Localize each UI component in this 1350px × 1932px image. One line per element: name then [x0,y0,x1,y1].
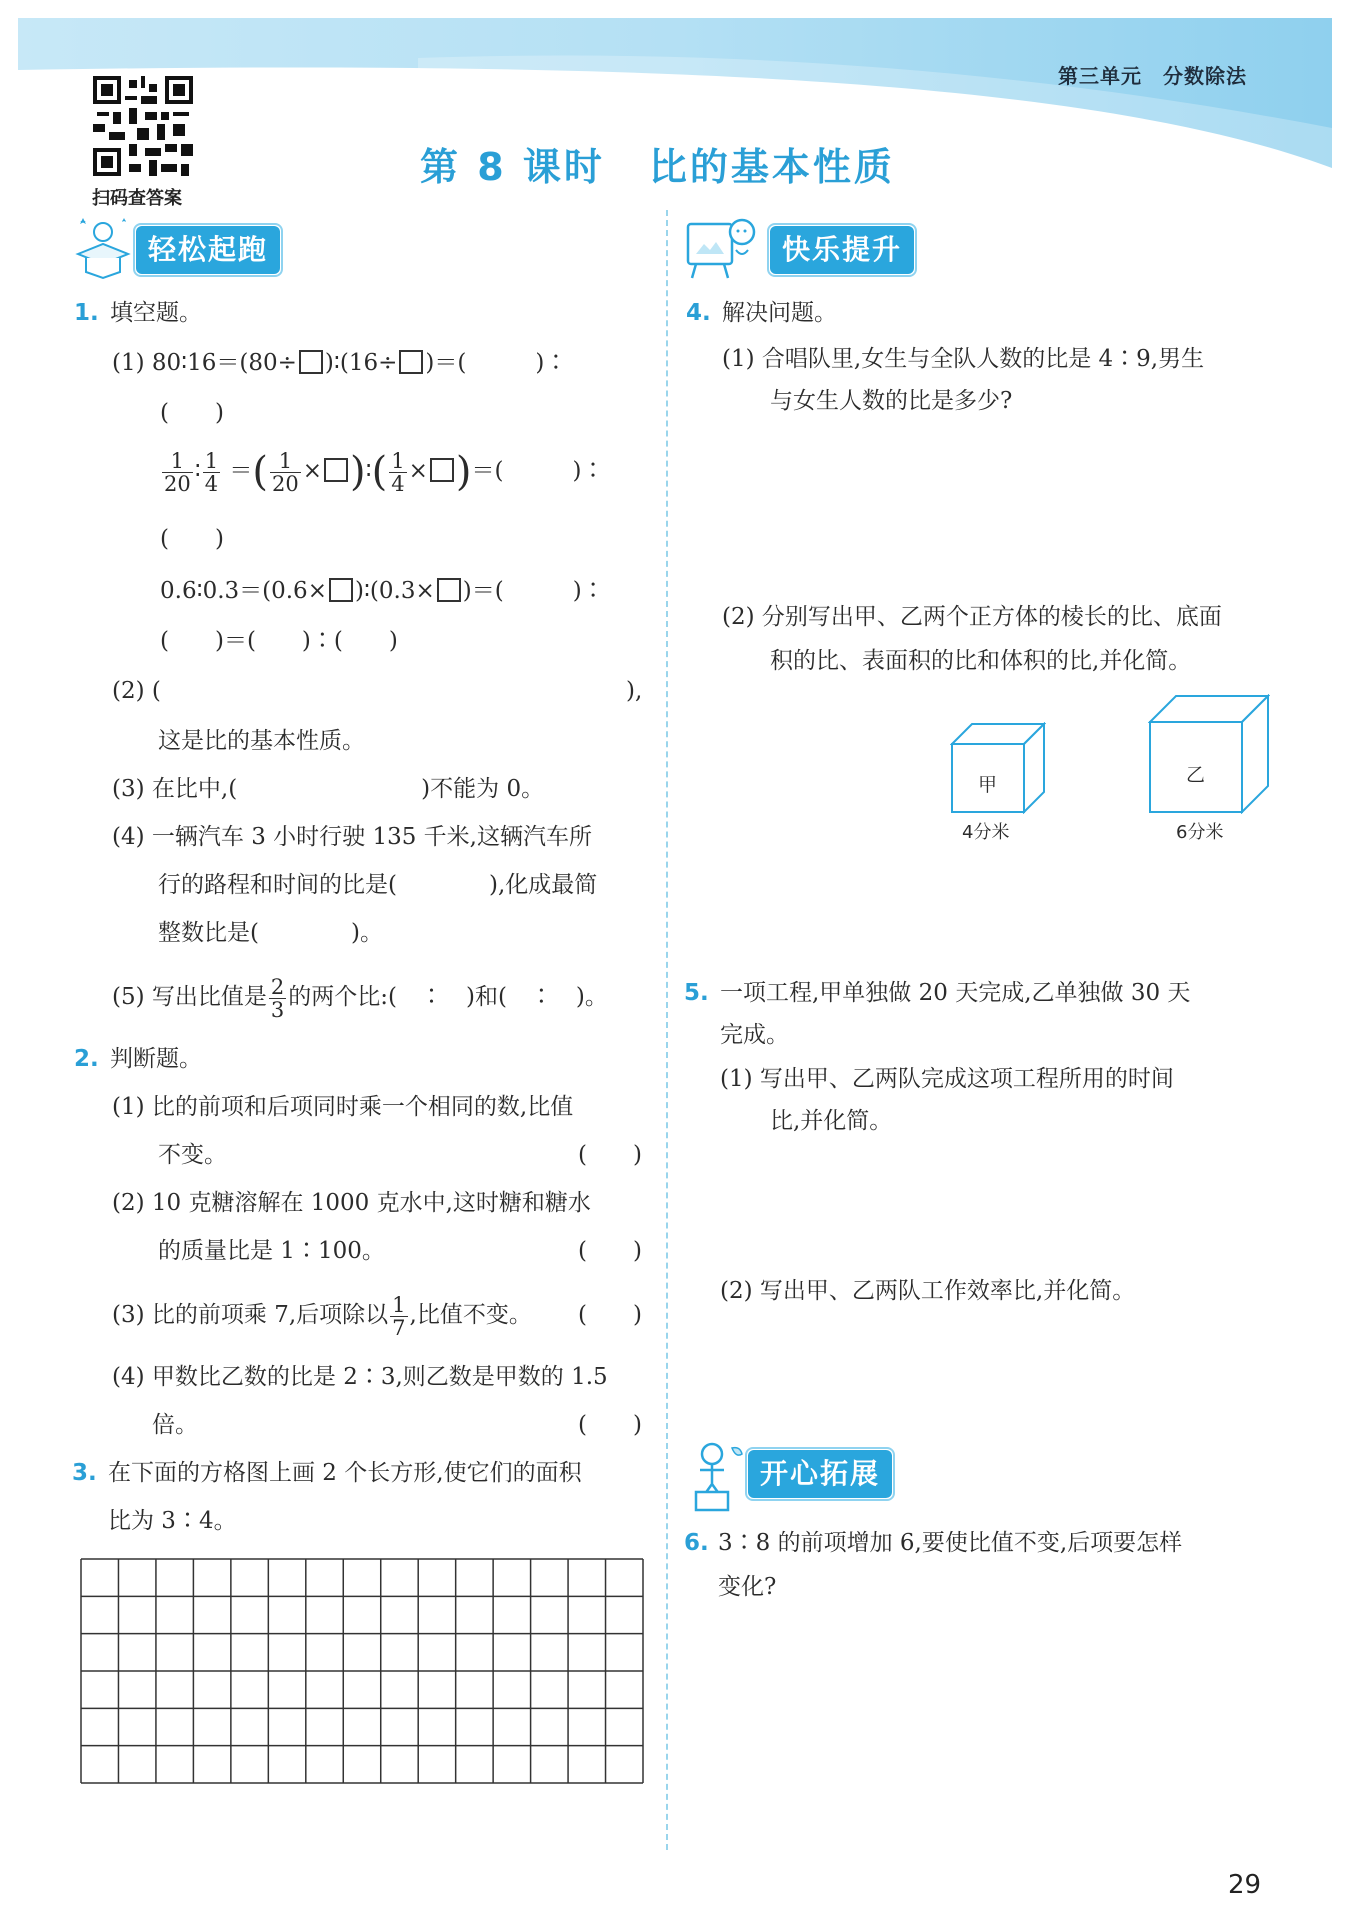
tail: ＝( )∶ [471,458,605,484]
jumping-kid-mascot-icon [686,1440,746,1512]
denominator: 20 [164,471,191,496]
q1-p5-b: 的两个比:( ∶ )和( ∶ )。 [288,984,608,1010]
answer-box[interactable] [329,578,353,602]
denominator: 7 [392,1315,406,1340]
q1-p1-text-c: )＝( )∶ [425,350,568,376]
q4-part1-line1: (1) 合唱队里,女生与全队人数的比是 4∶9,男生 [722,346,1205,372]
unit-label: 第三单元 分数除法 [1058,64,1247,88]
lesson-title [420,136,895,191]
q5-part1-line1: (1) 写出甲、乙两队完成这项工程所用的时间 [720,1066,1174,1092]
equals: ＝ [229,458,253,484]
denominator: 4 [204,471,219,496]
cube-jia-edge-length: 4分米 [962,822,1010,843]
student-mascot-icon [72,214,134,280]
lesson-number: 第 8 课时 [420,145,605,189]
fraction [269,976,286,1021]
q2-p3-b: ,比值不变。 [409,1302,532,1328]
q1-part4-line3: 整数比是( )。 [158,920,383,946]
q3-line2: 比为 3∶4。 [108,1508,237,1534]
numerator: 1 [204,448,219,473]
q1-part1-line6: ( )＝( )∶( ) [160,628,398,654]
cube-yi-figure [1148,694,1270,814]
cube-jia-figure [950,722,1046,814]
q1-part1-line5 [160,576,605,606]
section-badge-improve: 快乐提升 [770,226,914,274]
answer-box[interactable] [437,578,461,602]
q2-part3-answer-paren[interactable]: ( ) [578,1302,642,1328]
q1-part2-open: (2) ( [112,678,161,704]
q5-part1-line2: 比,并化简。 [770,1108,893,1134]
q5-number: 5. [684,980,709,1006]
fraction [389,450,406,495]
colon: ∶ [194,458,201,484]
q3-number: 3. [72,1460,97,1486]
lesson-name: 比的基本性质 [648,145,895,189]
q1-part4-line1: (4) 一辆汽车 3 小时行驶 135 千米,这辆汽车所 [112,824,592,850]
q1-p5-a: (5) 写出比值是 [112,984,267,1010]
answer-box[interactable] [299,350,323,374]
q2-p3-a: (3) 比的前项乘 7,后项除以 [112,1302,389,1328]
fraction [162,450,193,495]
numerator: 1 [392,1292,406,1317]
q2-title: 判断题。 [110,1046,202,1072]
cube-yi-label: 乙 [1186,764,1206,786]
cube-jia-label: 甲 [978,774,998,796]
numerator: 2 [270,974,285,999]
q1-p1-l5-b: )∶(0.3× [354,578,435,604]
q1-part1-line4: ( ) [160,526,224,552]
q6-number: 6. [684,1530,709,1556]
q4-title: 解决问题。 [722,300,837,326]
q2-part1-line2: 不变。 [158,1142,227,1168]
q2-part2-answer-paren[interactable]: ( ) [578,1238,642,1264]
answer-box[interactable] [399,350,423,374]
q4-number: 4. [686,300,711,326]
easel-mascot-icon [684,214,770,280]
q4-part2-line2: 积的比、表面积的比和体积的比,并化简。 [770,648,1192,674]
q4-part1-line2: 与女生人数的比是多少? [770,388,1013,414]
numerator: 1 [391,448,405,473]
q2-part2-line1: (2) 10 克糖溶解在 1000 克水中,这时糖和糖水 [112,1190,591,1216]
q5-part2: (2) 写出甲、乙两队工作效率比,并化简。 [720,1278,1136,1304]
section-badge-extension: 开心拓展 [748,1450,892,1498]
numerator: 1 [270,450,301,473]
denominator: 4 [391,471,405,496]
q2-part4-line1: (4) 甲数比乙数的比是 2∶3,则乙数是甲数的 1.5 [112,1364,608,1390]
q5-line2: 完成。 [720,1022,789,1048]
q6-line1: 3∶8 的前项增加 6,要使比值不变,后项要怎样 [718,1530,1183,1556]
q1-p1-text-b: )∶(16÷ [324,350,398,376]
numerator: 1 [162,450,193,473]
drawing-grid[interactable] [80,1558,644,1784]
q1-part3: (3) 在比中,( )不能为 0。 [112,776,545,802]
column-divider [666,210,668,1850]
q2-part4-line2: 倍。 [152,1412,198,1438]
qr-caption: 扫码查答案 [92,188,182,209]
page-number: 29 [1228,1870,1262,1900]
fraction [270,450,301,495]
fraction [203,450,220,495]
q2-part2-line2: 的质量比是 1∶100。 [158,1238,385,1264]
q1-p1-l5-c: )＝( )∶ [462,578,605,604]
q1-part4-line2: 行的路程和时间的比是( ),化成最简 [158,872,598,898]
answer-box[interactable] [324,458,348,482]
q1-part5 [112,972,608,1022]
q1-title: 填空题。 [110,300,202,326]
answer-box[interactable] [430,458,454,482]
q1-part1-line1 [112,348,567,378]
q2-part1-line1: (1) 比的前项和后项同时乘一个相同的数,比值 [112,1094,574,1120]
q1-part1-fraction-line: $\frac{1}{20}$ ∶ $\frac{1}{4}$ ＝( $\frac{1}{20}$ × )∶( $\frac{1}{4}$ × )＝( )∶ [164,448,605,496]
q6-line2: 变化? [718,1574,777,1600]
qr-code-icon[interactable] [93,76,193,176]
denominator: 3 [270,997,285,1022]
q2-part3 [112,1290,532,1340]
q1-part1-line2: ( ) [160,400,224,426]
q1-p1-l5-a: 0.6∶0.3＝(0.6× [160,578,327,604]
q1-p1-text-a: (1) 80∶16＝(80÷ [112,350,297,376]
colon: ∶ [365,458,372,484]
q1-part2-close: ), [626,678,643,704]
q2-part4-answer-paren[interactable]: ( ) [578,1412,642,1438]
section-badge-warmup: 轻松起跑 [136,226,280,274]
denominator: 20 [272,471,299,496]
fraction [390,1294,407,1339]
q2-part1-answer-paren[interactable]: ( ) [578,1142,642,1168]
q5-line1: 一项工程,甲单独做 20 天完成,乙单独做 30 天 [720,980,1191,1006]
q4-part2-line1: (2) 分别写出甲、乙两个正方体的棱长的比、底面 [722,604,1222,630]
q1-part2-line2: 这是比的基本性质。 [158,728,365,754]
q3-line1: 在下面的方格图上画 2 个长方形,使它们的面积 [108,1460,582,1486]
cube-yi-edge-length: 6分米 [1176,822,1224,843]
q2-number: 2. [74,1046,99,1072]
q1-number: 1. [74,300,99,326]
